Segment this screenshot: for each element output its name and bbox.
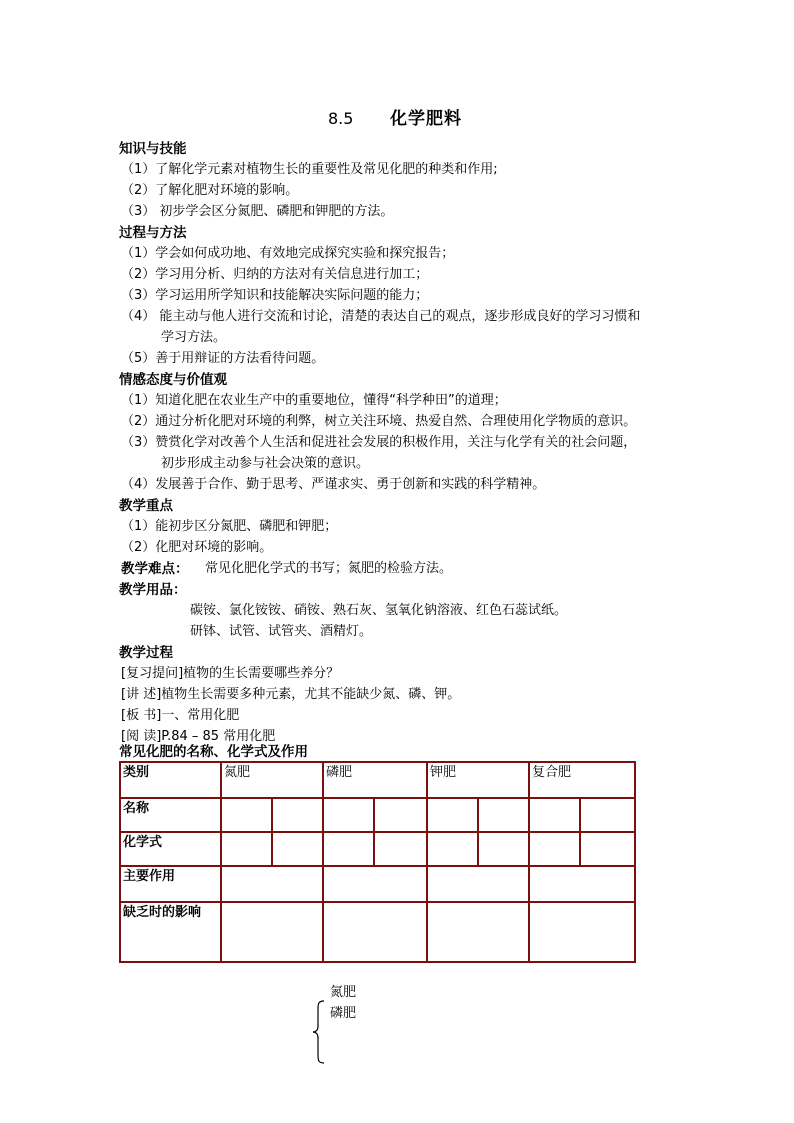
table-cell [374, 798, 427, 832]
heading-teaching-process: 教学过程 [119, 645, 173, 661]
list-item: （1）能初步区分氮肥、磷肥和钾肥； [121, 519, 338, 534]
process-line: [板 书]一、常用化肥 [121, 708, 240, 723]
supplies-line: 碳铵、氯化铵铵、硝铵、熟石灰、氢氧化钠溶液、红色石蕊试纸。 [190, 603, 568, 618]
list-item: （2）学习用分析、归纳的方法对有关信息进行加工； [121, 267, 429, 282]
table-cell [221, 798, 272, 832]
process-line: [复习提问]植物的生长需要哪些养分？ [121, 666, 340, 681]
list-item: （1）了解化学元素对植物生长的重要性及常见化肥的种类和作用; [121, 162, 498, 177]
table-cell [427, 866, 529, 902]
supplies-line: 研钵、试管、试管夹、酒精灯。 [190, 624, 373, 639]
list-item: （2）了解化肥对环境的影响。 [121, 183, 299, 198]
curly-brace-icon [312, 1000, 326, 1064]
brace-item: 磷肥 [330, 1006, 357, 1021]
table-caption: 常见化肥的名称、化学式及作用 [119, 744, 308, 760]
process-line: [讲 述]植物生长需要多种元素，尤其不能缺少氮、磷、钾。 [121, 687, 461, 702]
brace-item: 氮肥 [330, 985, 357, 1000]
table-cell [272, 798, 323, 832]
list-item: （3）赞赏化学对改善个人生活和促进社会发展的积极作用，关注与化学有关的社会问题， [121, 435, 637, 450]
list-item: （4）发展善于合作、勤于思考、严谨求实、勇于创新和实践的科学精神。 [121, 477, 546, 492]
table-cell [374, 832, 427, 866]
table-cell [221, 902, 323, 962]
list-item: （5）善于用辩证的方法看待问题。 [121, 351, 325, 366]
row-label: 化学式 [120, 832, 221, 866]
list-item: （2）化肥对环境的影响。 [121, 540, 273, 555]
process-line: [阅 读]P.84 – 85 常用化肥 [121, 729, 276, 744]
table-header-cell: 磷肥 [323, 762, 427, 798]
page-title [328, 108, 462, 130]
list-item-continuation: 初步形成主动参与社会决策的意识。 [161, 456, 370, 471]
supplies-label: 教学用品： [119, 582, 187, 598]
row-label: 名称 [120, 798, 221, 832]
table-cell [427, 832, 478, 866]
table-row [120, 832, 635, 866]
table-cell [580, 832, 635, 866]
table-cell [529, 866, 635, 902]
table-row [120, 798, 635, 832]
table-cell [221, 832, 272, 866]
table-header-row [120, 762, 635, 798]
table-header-cell: 钾肥 [427, 762, 529, 798]
difficulty-label: 教学难点： [121, 561, 189, 577]
list-item-continuation: 学习方法。 [161, 330, 227, 345]
table-cell [427, 902, 529, 962]
row-label: 缺乏时的影响 [120, 902, 221, 962]
difficulty-text: 常见化肥化学式的书写；氮肥的检验方法。 [205, 561, 453, 576]
table-cell [529, 832, 580, 866]
heading-key-points: 教学重点 [119, 498, 173, 514]
heading-process-method: 过程与方法 [119, 225, 187, 241]
fertilizer-table [119, 761, 636, 963]
table-cell [221, 866, 323, 902]
table-cell [323, 798, 374, 832]
table-cell [272, 832, 323, 866]
list-item: （3）学习运用所学知识和技能解决实际问题的能力； [121, 288, 429, 303]
table-cell [478, 798, 529, 832]
table-cell [478, 832, 529, 866]
table-cell [323, 866, 427, 902]
table-header-cell: 类别 [120, 762, 221, 798]
table-cell [323, 832, 374, 866]
list-item: （1）知道化肥在农业生产中的重要地位，懂得“科学种田”的道理； [121, 393, 507, 408]
table-row [120, 866, 635, 902]
title-number: 8.5 [328, 109, 354, 128]
table-cell [580, 798, 635, 832]
list-item: （1）学会如何成功地、有效地完成探究实验和探究报告； [121, 246, 455, 261]
table-cell [427, 798, 478, 832]
list-item: （3） 初步学会区分氮肥、磷肥和钾肥的方法。 [121, 204, 394, 219]
list-item: （4） 能主动与他人进行交流和讨论，清楚的表达自己的观点，逐步形成良好的学习习惯和 [121, 309, 641, 324]
table-cell [529, 798, 580, 832]
heading-knowledge: 知识与技能 [119, 141, 187, 157]
table-header-cell: 氮肥 [221, 762, 323, 798]
table-cell [529, 902, 635, 962]
row-label: 主要作用 [120, 866, 221, 902]
table-header-cell: 复合肥 [529, 762, 635, 798]
table-row [120, 902, 635, 962]
title-text: 化学肥料 [390, 109, 462, 129]
table-cell [323, 902, 427, 962]
heading-attitude-values: 情感态度与价值观 [119, 372, 227, 388]
list-item: （2）通过分析化肥对环境的利弊，树立关注环境、热爱自然、合理使用化学物质的意识。 [121, 414, 637, 429]
